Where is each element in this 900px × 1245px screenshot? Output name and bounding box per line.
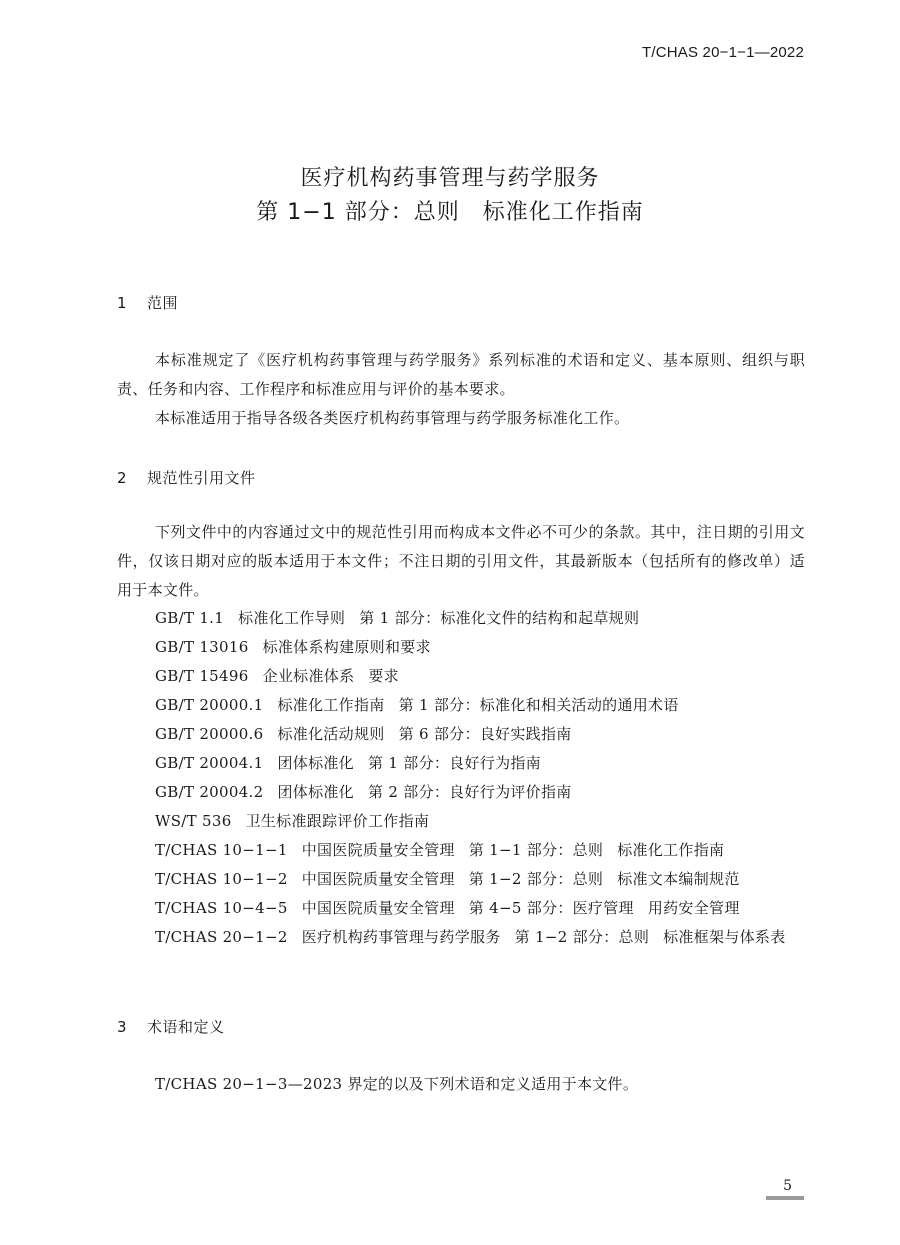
reference-title: 标准体系构建原则和要求 xyxy=(262,638,431,656)
reference-code: GB/T 1.1 xyxy=(155,609,225,627)
reference-code: T/CHAS 10−1−1 xyxy=(155,841,288,859)
reference-code: T/CHAS 10−4−5 xyxy=(155,899,288,917)
section-number: 1 xyxy=(117,294,128,312)
reference-title: 中国医院质量安全管理 xyxy=(301,899,455,917)
reference-item xyxy=(117,836,805,865)
reference-title: 中国医院质量安全管理 xyxy=(301,870,455,888)
reference-list xyxy=(117,604,805,952)
section-title: 规范性引用文件 xyxy=(147,469,256,487)
reference-part: 第 1−2 部分：总则 xyxy=(468,870,604,888)
reference-title: 企业标准体系 xyxy=(262,667,355,685)
reference-title: 团体标准化 xyxy=(277,754,354,772)
reference-part: 第 2 部分：良好行为评价指南 xyxy=(367,783,572,801)
reference-item xyxy=(117,662,805,691)
reference-item xyxy=(117,633,805,662)
terms-paragraph: T/CHAS 20−1−3—2023 界定的以及下列术语和定义适用于本文件。 xyxy=(155,1075,639,1093)
reference-code: GB/T 20004.1 xyxy=(155,754,264,772)
reference-part: 第 1 部分：标准化文件的结构和起草规则 xyxy=(359,609,640,627)
reference-item xyxy=(117,894,805,923)
title-line-1: 医疗机构药事管理与药学服务 xyxy=(300,166,600,191)
reference-code: GB/T 20004.2 xyxy=(155,783,264,801)
title-line-2: 第 1−1 部分：总则 标准化工作指南 xyxy=(256,200,644,225)
document-code: T/CHAS 20−1−1—2022 xyxy=(641,44,804,61)
normative-refs-intro: 下列文件中的内容通过文中的规范性引用而构成本文件必不可少的条款。其中，注日期的引用文件，仅该日期对应的版本适用于本文件；不注日期的引用文件，其最新版本（包括所有的修改单）适用于本文件。 xyxy=(117,523,805,599)
scope-paragraph-2: 本标准适用于指导各级各类医疗机构药事管理与药学服务标准化工作。 xyxy=(155,409,630,427)
section-number: 2 xyxy=(117,469,128,487)
reference-code: T/CHAS 20−1−2 xyxy=(155,928,288,946)
reference-item xyxy=(117,604,805,633)
reference-title: 医疗机构药事管理与药学服务 xyxy=(301,928,501,946)
reference-code: WS/T 536 xyxy=(155,812,232,830)
reference-subtitle: 用药安全管理 xyxy=(647,899,740,917)
reference-item xyxy=(117,720,805,749)
section-heading-scope xyxy=(117,292,178,313)
reference-item xyxy=(117,865,805,894)
section-heading-terms xyxy=(117,1016,225,1037)
reference-part: 第 6 部分：良好实践指南 xyxy=(398,725,572,743)
reference-subtitle: 标准文本编制规范 xyxy=(617,870,740,888)
scope-paragraph-1: 本标准规定了《医疗机构药事管理与药学服务》系列标准的术语和定义、基本原则、组织与职责、任务和内容、工作程序和标准应用与评价的基本要求。 xyxy=(117,351,805,398)
reference-item xyxy=(117,691,805,720)
reference-title: 卫生标准跟踪评价工作指南 xyxy=(245,812,430,830)
reference-item xyxy=(117,749,805,778)
page-number-bar xyxy=(766,1196,804,1200)
reference-title: 团体标准化 xyxy=(277,783,354,801)
section-number: 3 xyxy=(117,1018,128,1036)
reference-part: 第 1 部分：标准化和相关活动的通用术语 xyxy=(398,696,679,714)
reference-part: 第 1 部分：良好行为指南 xyxy=(367,754,541,772)
reference-title: 标准化工作导则 xyxy=(238,609,346,627)
reference-part: 第 1−2 部分：总则 xyxy=(514,928,650,946)
reference-code: GB/T 20000.1 xyxy=(155,696,264,714)
reference-code: GB/T 15496 xyxy=(155,667,249,685)
reference-title: 中国医院质量安全管理 xyxy=(301,841,455,859)
document-title xyxy=(0,162,900,230)
reference-subtitle: 标准框架与体系表 xyxy=(663,928,786,946)
reference-title: 标准化活动规则 xyxy=(277,725,385,743)
section-title: 术语和定义 xyxy=(147,1018,225,1036)
reference-part: 第 4−5 部分：医疗管理 xyxy=(468,899,634,917)
reference-part: 要求 xyxy=(368,667,399,685)
reference-title: 标准化工作指南 xyxy=(277,696,385,714)
reference-item xyxy=(117,807,805,836)
reference-code: GB/T 20000.6 xyxy=(155,725,264,743)
section-title: 范围 xyxy=(147,294,179,312)
reference-subtitle: 标准化工作指南 xyxy=(617,841,725,859)
reference-code: GB/T 13016 xyxy=(155,638,249,656)
reference-item xyxy=(117,778,805,807)
reference-part: 第 1−1 部分：总则 xyxy=(468,841,604,859)
reference-item xyxy=(117,923,805,952)
page-number: 5 xyxy=(783,1178,792,1194)
reference-code: T/CHAS 10−1−2 xyxy=(155,870,288,888)
section-heading-normative-refs xyxy=(117,467,256,488)
